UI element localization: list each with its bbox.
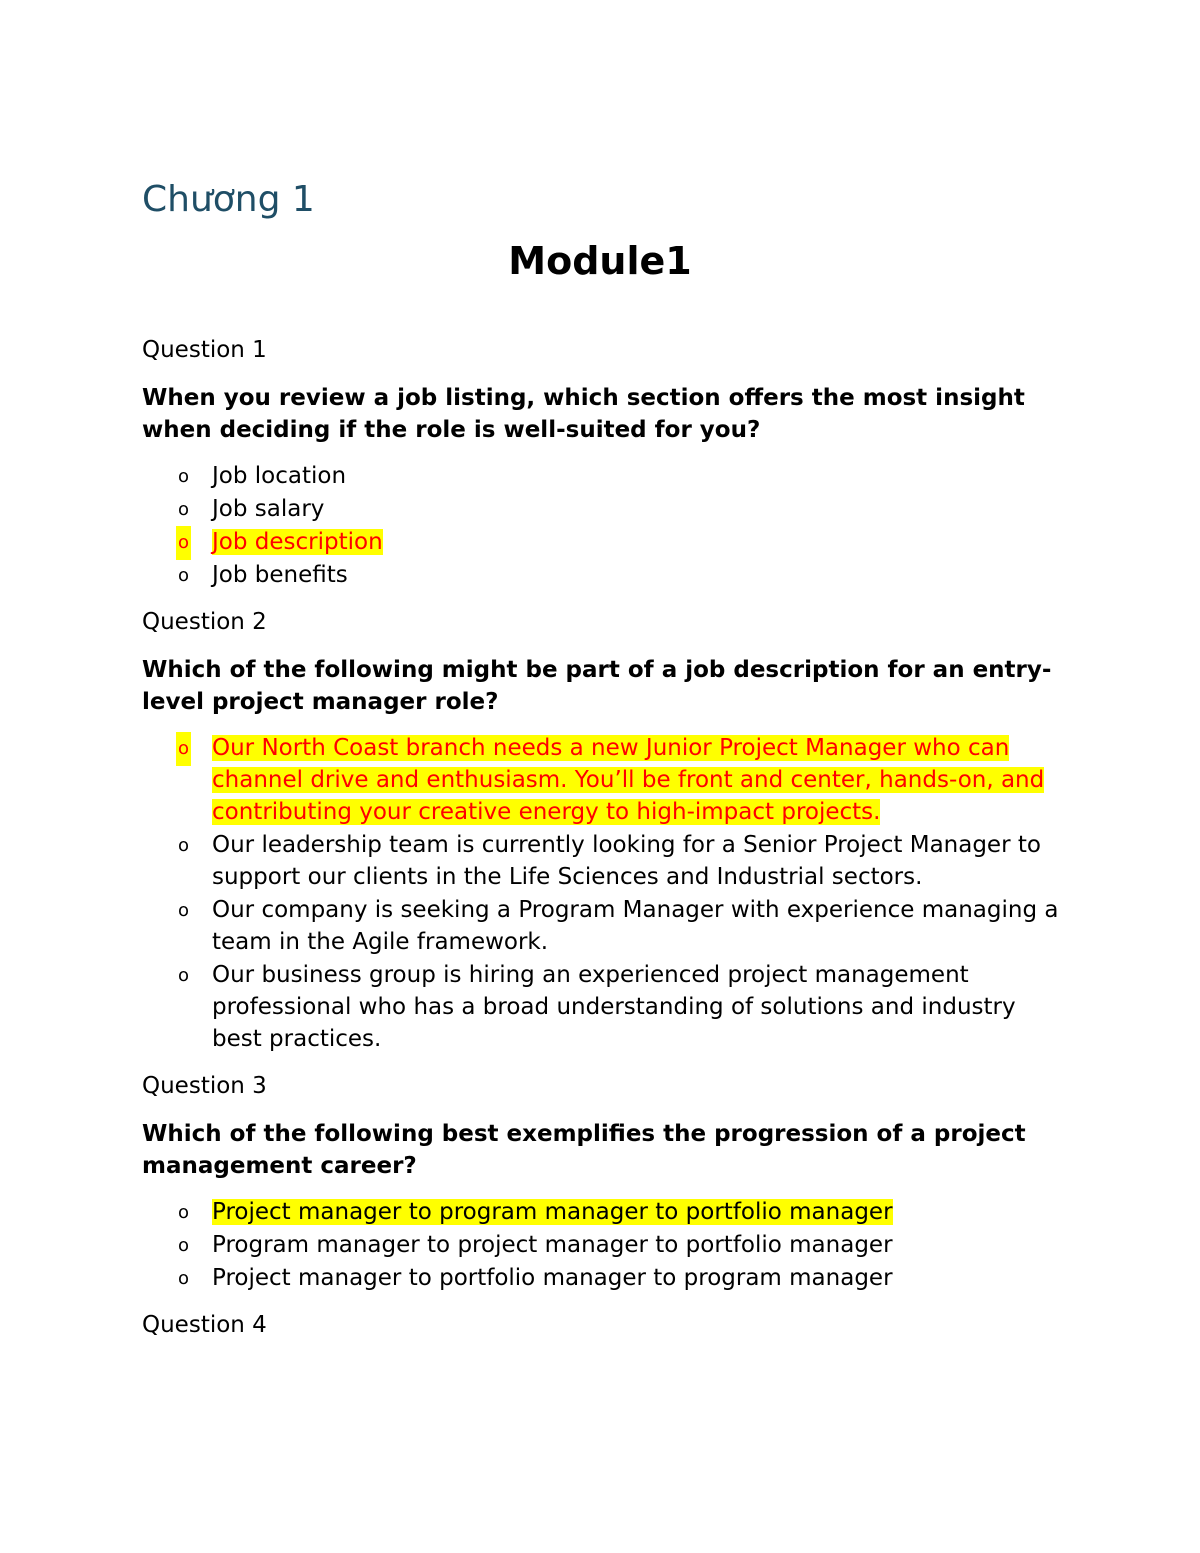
bullet-icon: o (178, 1202, 190, 1223)
option-item (142, 460, 1062, 492)
question-1-label: Question 1 (142, 337, 267, 363)
option-text: Program manager to project manager to portfolio manager (212, 1232, 893, 1258)
question-1-text: When you review a job listing, which section offers the most insight when deciding if the role is well-suited for you? (142, 385, 1025, 443)
bullet-icon: o (178, 565, 190, 586)
bullet-icon: o (178, 1268, 190, 1289)
bullet-icon: o (178, 835, 190, 856)
module-title: Module1 (508, 239, 692, 283)
option-text: Our company is seeking a Program Manager with experience managing a team in the Agile framework. (212, 897, 1059, 955)
option-text: Job description (212, 529, 383, 555)
option-item-highlighted (142, 732, 1062, 828)
chapter-heading: Chương 1 (142, 179, 315, 220)
option-text: Our leadership team is currently looking for a Senior Project Manager to support our clients in the Life Sciences and Industrial sectors. (212, 832, 1041, 890)
option-item (142, 1229, 1062, 1261)
question-3-label: Question 3 (142, 1073, 267, 1099)
bullet-icon: o (176, 526, 191, 560)
bullet-icon: o (178, 965, 190, 986)
question-2-options (142, 732, 1062, 1055)
question-4-label: Question 4 (142, 1312, 267, 1338)
bullet-icon: o (178, 499, 190, 520)
option-text: Project manager to program manager to portfolio manager (212, 1199, 893, 1225)
question-1-options (142, 460, 1062, 591)
bullet-icon: o (178, 1235, 190, 1256)
bullet-icon: o (178, 466, 190, 487)
question-2-label: Question 2 (142, 609, 267, 635)
option-text: Job salary (212, 496, 325, 522)
option-item-highlighted (142, 1196, 1062, 1228)
option-item (142, 1262, 1062, 1294)
option-text: Project manager to portfolio manager to program manager (212, 1265, 893, 1291)
option-text: Our North Coast branch needs a new Junior Project Manager who can channel drive and enthusiasm. You’ll be front and center, hands-on, and contributing your creative energy to high-impact projects. (212, 735, 1045, 825)
question-3-text: Which of the following best exemplifies the progression of a project management career? (142, 1121, 1026, 1179)
question-3-options (142, 1196, 1062, 1294)
option-item (142, 829, 1062, 893)
bullet-icon: o (178, 900, 190, 921)
option-item-highlighted (142, 526, 1062, 558)
question-2-text: Which of the following might be part of a job description for an entry-level project manager role? (142, 657, 1052, 715)
bullet-icon: o (176, 732, 191, 766)
question-list (142, 334, 1062, 1357)
option-item (142, 959, 1062, 1055)
option-item (142, 894, 1062, 958)
option-item (142, 493, 1062, 525)
option-item (142, 559, 1062, 591)
option-text: Our business group is hiring an experienced project management professional who has a broad understanding of solutions and industry best practices. (212, 962, 1016, 1052)
option-text: Job location (212, 463, 347, 489)
option-text: Job benefits (212, 562, 348, 588)
